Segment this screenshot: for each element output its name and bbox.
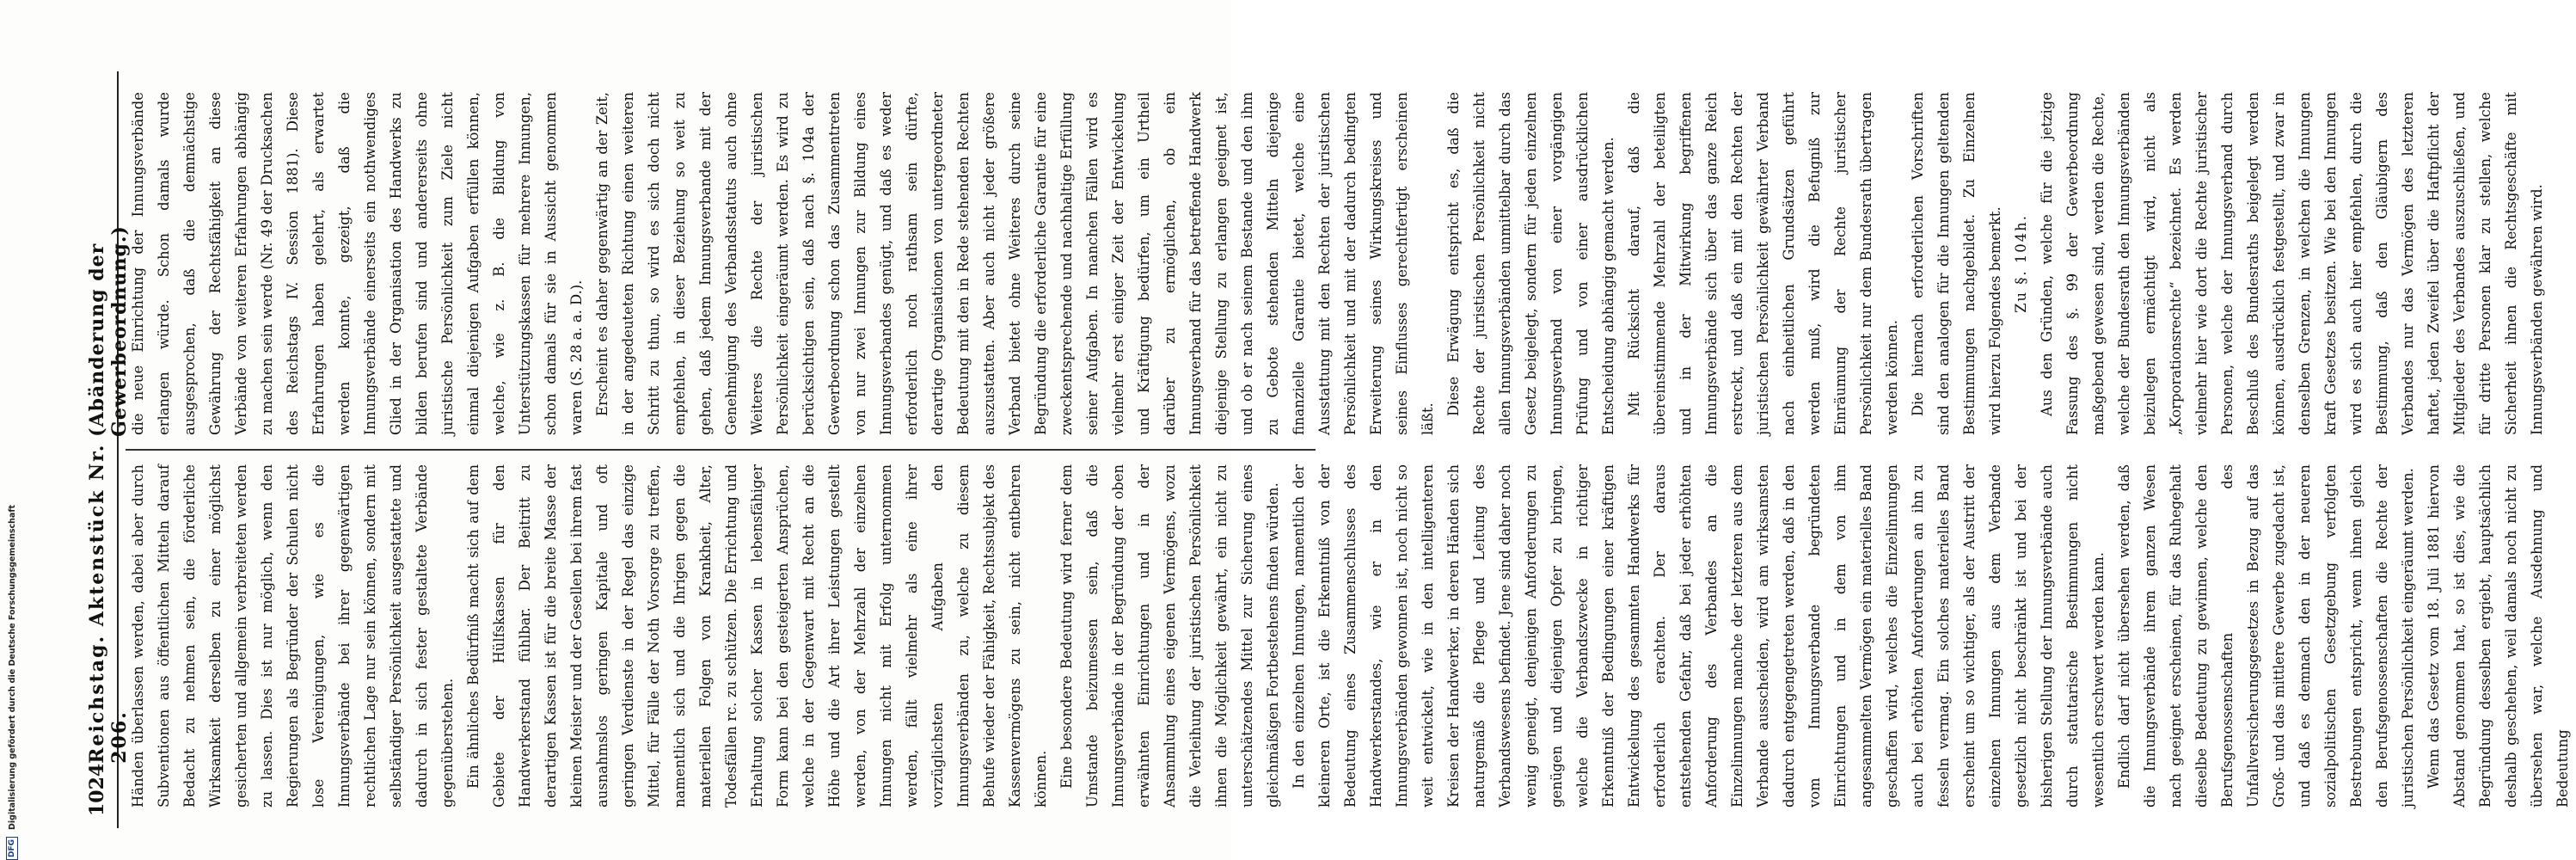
paragraph: Aus den Gründen, welche für die jetzige Fassung des §. 99 der Gewerbeordnung maßgebend gewesen sind, werden die Rechte, welche der Bundesrath den Innungsverbänden beizulegen ermächtigt wird, nicht als „Korporationsrechte“ bezeichnet. Es werden vielmehr hier wie dort die Rechte juristischer Personen, welche der Innungsverband durch Beschluß des Bundesraths beigelegt werden können, ausdrücklich festgestellt, und zwar in denselben Grenzen, in welchen die Innungen kraft Gesetzes besitzen. Wie bei den Innungen wird es sich auch hier empfehlen, durch die Bestimmung, daß den Gläubigern des Verbandes nur das Vermögen des letzteren haftet, jeden Zweifel über die Haftpflicht der Mitglieder des Verbandes auszuschließen, und für dritte Personen klar zu stellen, welche Sicherheit ihnen die Rechtsgeschäfte mit Innungsverbänden gewähren wird. — [2039, 92, 2545, 435]
credit-text: Digitalisierung gefördert durch die Deutsche Forschungsgemeinschaft — [7, 505, 17, 830]
paragraph: Ein ähnliches Bedürfniß macht sich auf dem Gebiete der Hülfskassen für den Handwerkerstand fühlbar. Der Beitritt zu derartigen Kassen ist für die breite Masse der kleinen Meister und der Gesellen bei ihrem fast ausnahmslos geringen Kapitale und oft geringen Verdienste in der Regel das einzige Mittel, für Fälle der Noth Vorsorge zu treffen, namentlich sich und die Ihrigen gegen die materiellen Folgen von Krankheit, Alter, Todesfällen rc. zu schützen. Die Errichtung und Erhaltung solcher Kassen in lebensfähiger Form kann bei den gesteigerten Ansprüchen, welche in der Gegenwart mit Recht an die Höhe und die Art ihrer Leistungen gestellt werden, von der Mehrzahl der einzelnen Innungen nicht mit Erfolg unternommen werden, fällt vielmehr als eine ihrer vorzüglichsten Aufgaben den Innungsverbänden zu, welche zu diesem Behufe wieder der Fähigkeit, Rechtssubjekt des Kassenvermögens zu sein, nicht entbehren können. — [465, 464, 1049, 808]
running-head: Reichstag. Aktenstück Nr. 206. — [86, 443, 131, 764]
paragraph: Mit Rücksicht darauf, daß die übereinstimmende Mehrzahl der beteiligten und in der Mitwirkung begriffenen Innungsverbände sich über das ganze Reich erstreckt, und daß ein mit den Rechten der juristischen Persönlichkeit gewährter Verband nach einheitlichen Grundsätzen geführt werden muß, wird die Befugniß zur Einräumung der Rechte juristischer Persönlichkeit nur dem Bundesrath übertragen werden können. — [1626, 92, 1900, 435]
paragraph: Die hiernach erforderlichen Vorschriften sind den analogen für die Innungen geltenden Bestimmungen nachgebildet. Zu Einzelnen wird hierzu Folgendes bemerkt. — [1910, 92, 2003, 435]
paragraph: In den einzelnen Innungen, namentlich der kleineren Orte, ist die Erkenntniß von der Bedeutung eines Zusammenschlusses des Handwerkerstandes, wie er in den Innungsverbänden gewonnen ist, noch nicht so weit entwickelt, wie in den intelligenteren Kreisen der Handwerker, in deren Händen sich naturgemäß die Pflege und Leitung des Verbandswesens befindet. Jene sind daher noch wenig geneigt, denjenigen Anforderungen zu genügen und diejenigen Opfer zu bringen, welche die Verbandszwecke in richtiger Erkenntniß der Bedingungen einer kräftigen Entwickelung des gesammten Handwerks für erforderlich erachten. Der daraus entstehenden Gefahr, daß bei jeder erhöhten Anforderung des Verbandes an die Einzelinnungen manche der letzteren aus dem Verbande ausscheiden, wird am wirksamsten dadurch entgegengetreten werden, daß in den vom Innungsverbande begründeten Einrichtungen und in dem von ihm angesammelten Vermögen ein materielles Band geschaffen wird, welches die Einzelinnungen auch bei erhöhten Anforderungen an ihn zu fesseln vermag. Ein solches materielles Band erscheint um so wichtiger, als der Austritt der einzelnen Innungen aus dem Verbande gesetzlich nicht beschränkt ist und bei der bisherigen Stellung der Innungsverbände auch durch statutarische Bestimmungen nicht wesentlich erschwert werden kann. — [1291, 464, 2107, 808]
text-columns — [126, 80, 2571, 820]
paragraph: Endlich darf nicht übersehen werden, daß die Innungsverbände ihrem ganzen Wesen nach geeignet erscheinen, für das Ruhegehalt dieselbe Bedeutung zu gewinnen, welche den Berufsgenossenschaften des Unfallversicherungsgesetzes in Bezug auf das Groß- und das mittlere Gewerbe zugedacht ist, und daß es demnach den in der neueren sozialpolitischen Gesetzgebung verfolgten Bestrebungen entspricht, wenn ihnen gleich den Berufsgenossenschaften die Rechte der juristischen Persönlichkeit eingeräumt werden. — [2116, 464, 2416, 808]
page-header — [86, 71, 131, 828]
left-column — [126, 452, 2571, 820]
paragraph: Eine besondere Bedeutung wird ferner dem Umstande beizumessen sein, daß die Innungsverbände in der Begründung der oben erwähnten Einrichtungen und in der Ansammlung eines eigenen Vermögens, wozu die Verleihung der juristischen Persönlichkeit ihnen die Möglichkeit gewährt, ein nicht zu unterschätzendes Mittel zur Sicherung eines gleichmäßigen Fortbestehens finden würden. — [1058, 464, 1281, 808]
paragraph: Diese Erwägung entspricht es, daß die Rechte der juristischen Persönlichkeit nicht allen Innungsverbänden unmittelbar durch das Gesetz beigelegt, sondern für jeden einzelnen Innungsverband von einer vorgängigen Prüfung und von einer ausdrücklichen Entscheidung abhängig gemacht werden. — [1445, 92, 1616, 435]
digitization-credit-inner — [2, 507, 22, 860]
column-divider — [126, 449, 1316, 451]
running-head-right: (Abänderung der Gewerbeordnung.) — [86, 225, 131, 437]
section-heading: Zu §. 104h. — [2013, 214, 2029, 313]
paragraph: Händen überlassen werden, dabei aber durch Subventionen aus öffentlichen Mitteln darauf Bedacht zu nehmen sein, die förderliche Wirksamkeit derselben zu einer möglichst gesicherten und allgemein verbreiteten werden zu lassen. Dies ist nur möglich, wenn den Regierungen als Begründer der Schulen nicht lose Vereinigungen, wie es die Innungsverbände bei ihrer gegenwärtigen rechtlichen Lage nur sein können, sondern mit selbständiger Persönlichkeit ausgestattete und dadurch in sich fester gestaltete Verbände gegenüberstehen. — [130, 464, 456, 808]
paragraph: Wenn das Gesetz vom 18. Juli 1881 hiervon Abstand genommen hat, so ist dies, wie die Begründung desselben ergiebt, hauptsächlich deshalb geschehen, weil damals noch nicht zu übersehen war, welche Ausdehnung und Bedeutung — [2426, 464, 2571, 808]
digitization-credit — [2, 507, 22, 860]
right-column — [126, 80, 2545, 447]
page-number: 1024 — [86, 763, 108, 816]
paragraph: Erscheint es daher gegenwärtig an der Zeit, in der angedeuteten Richtung einen weiteren Schritt zu thun, so wird es sich doch nicht empfehlen, in dieser Beziehung so weit zu gehen, daß jedem Innungsverbande mit der Genehmigung des Verbandsstatuts auch ohne Weiteres die Rechte der juristischen Persönlichkeit eingeräumt werden. Es wird zu berücksichtigen sein, daß nach §. 104a der Gewerbeordnung schon das Zusammentreten von nur zwei Innungen zur Bildung eines Innungsverbandes genügt, und daß es weder erforderlich noch rathsam sein dürfte, derartige Organisationen von untergeordneter Bedeutung mit den in Rede stehenden Rechten auszustatten. Aber auch nicht jeder größere Verband bietet ohne Weiteres durch seine Begründung die erforderliche Garantie für eine zweckentsprechende und nachhaltige Erfüllung seiner Aufgaben. In manchen Fällen wird es vielmehr erst einiger Zeit der Entwickelung und Kräftigung bedürfen, um ein Urtheil darüber zu ermöglichen, ob ein Innungsverband für das betreffende Handwerk diejenige Stellung zu erlangen geeignet ist, und ob er nach seinem Bestande und den ihm zu Gebote stehenden Mitteln diejenige finanzielle Garantie bietet, welche eine Ausstattung mit den Rechten der juristischen Persönlichkeit und mit der dadurch bedingten Erweiterung seines Wirkungskreises und seines Einflusses gerechtfertigt erscheinen läßt. — [594, 92, 1436, 435]
dfg-logo-icon: DFG — [6, 837, 18, 860]
paragraph: die neue Einrichtung der Innungsverbände erlangen würde. Schon damals wurde ausgesprochen, daß die demnächstige Gewährung der Rechtsfähigkeit an diese Verbände von weiteren Erfahrungen abhängig zu machen sein werde (Nr. 49 der Drucksachen des Reichstags IV. Session 1881). Diese Erfahrungen haben gelehrt, als erwartet werden konnte, gezeigt, daß die Innungsverbände einerseits ein nothwendiges Glied in der Organisation des Handwerks zu bilden berufen sind und andererseits ohne juristische Persönlichkeit zum Ziele nicht einmal diejenigen Aufgaben erfüllen können, welche, wie z. B. die Bildung von Unterstützungskassen für mehrere Innungen, schon damals für sie in Aussicht genommen waren (S. 28 a. a. D.). — [130, 92, 585, 435]
rotated-page-content — [86, 71, 2571, 828]
